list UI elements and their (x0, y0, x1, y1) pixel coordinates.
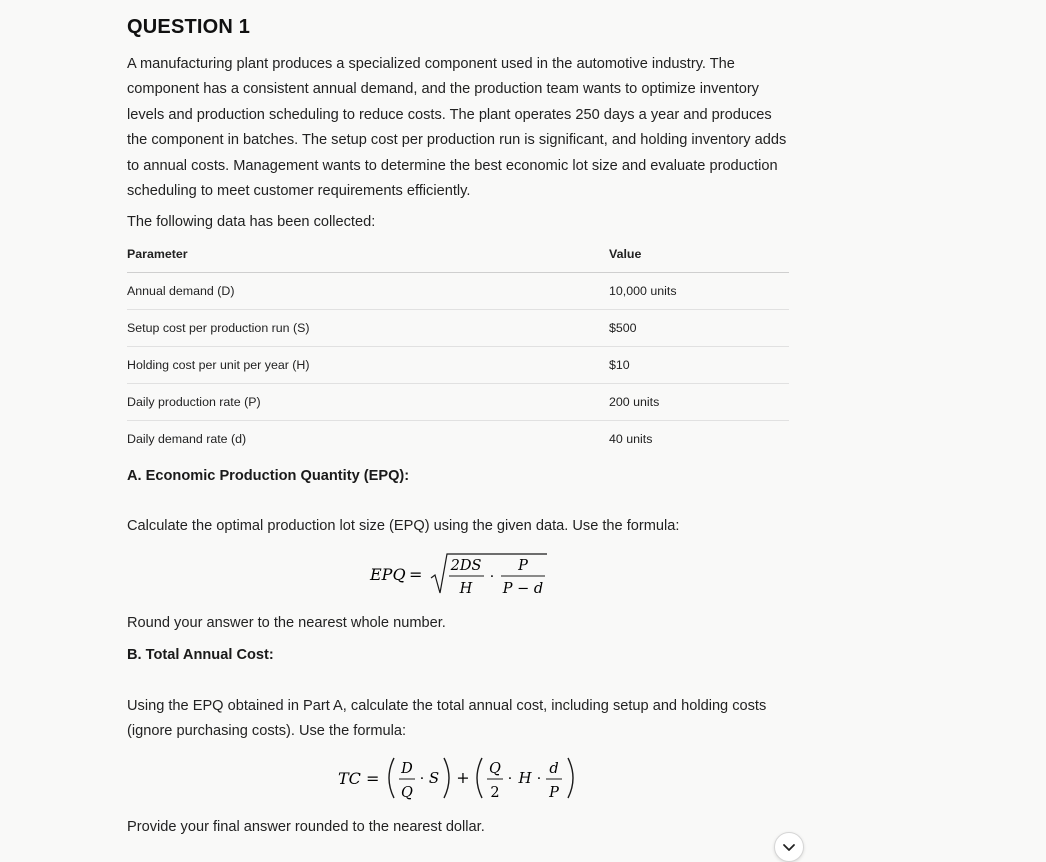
epq-frac2-num: P (518, 558, 528, 574)
tc-equals: = (366, 769, 380, 788)
value-cell: $500 (609, 310, 789, 347)
value-cell: $10 (609, 347, 789, 384)
tc-f2-den: 2 (490, 785, 500, 801)
tc-f2-num: Q (489, 761, 501, 777)
question-paragraph: A manufacturing plant produces a specialized component used in the automotive industry. The component has a consistent annual demand, and the production team wants to optimize inventory levels and production scheduling to reduce costs. The plant operates 250 days a year and produces the component in batches. The setup cost per production run is significant, and holding inventory adds to annual costs. Management wants to determine the best economic lot size and evaluate production scheduling to meet customer requirements efficiently. (127, 56, 787, 200)
epq-lhs: EPQ (370, 565, 406, 584)
tc-formula (332, 752, 592, 806)
param-cell: Annual demand (D) (127, 273, 609, 310)
part-b-final: Provide your final answer rounded to the nearest dollar. (127, 819, 485, 835)
value-cell: 10,000 units (609, 273, 789, 310)
table-row (127, 421, 789, 458)
param-cell: Holding cost per unit per year (H) (127, 347, 609, 384)
epq-frac1-num: 2DS (450, 558, 482, 574)
part-a-instruction: Calculate the optimal production lot size (EPQ) using the given data. Use the formula: (127, 518, 680, 534)
table-row (127, 310, 789, 347)
tc-f1-num: D (401, 761, 413, 777)
tc-s: S (428, 769, 440, 787)
tc-f3-den: P (549, 785, 559, 801)
table-row (127, 273, 789, 310)
header-value: Value (609, 236, 789, 273)
chevron-down-icon (782, 843, 796, 853)
data-intro: The following data has been collected: (127, 214, 376, 230)
tc-h: H (518, 769, 532, 787)
question-title: QUESTION 1 (127, 16, 251, 38)
epq-dot: · (489, 569, 495, 585)
part-a-title: A. Economic Production Quantity (EPQ): (127, 468, 410, 484)
table-row (127, 384, 789, 421)
part-a-rounding: Round your answer to the nearest whole number. (127, 615, 446, 631)
table-header-row (127, 236, 789, 273)
value-cell: 200 units (609, 384, 789, 421)
tc-lhs: TC (338, 769, 361, 788)
tc-dot-1: · (419, 771, 425, 787)
part-b-title: B. Total Annual Cost: (127, 647, 274, 663)
tc-f1-den: Q (401, 785, 413, 801)
paren-close-2 (568, 758, 573, 798)
scroll-down-button[interactable] (774, 832, 804, 862)
epq-frac1-den: H (459, 581, 473, 597)
param-cell: Daily demand rate (d) (127, 432, 247, 446)
paren-open-1 (389, 758, 394, 798)
tc-plus: + (456, 768, 470, 787)
param-cell: Setup cost per production run (S) (127, 310, 609, 347)
paren-close-1 (444, 758, 449, 798)
header-parameter: Parameter (127, 236, 609, 273)
tc-dot-2: · (507, 771, 513, 787)
parameter-table (127, 236, 789, 457)
table-row (127, 347, 789, 384)
value-cell: 40 units (609, 432, 653, 446)
tc-dot-3: · (536, 771, 542, 787)
part-b-instruction: Using the EPQ obtained in Part A, calculate the total annual cost, including setup and holding costs (ignore purchasing costs). Use the formula: (127, 698, 767, 740)
epq-frac2-den: P − d (502, 581, 544, 597)
tc-f3-num: d (549, 761, 559, 777)
epq-formula (365, 548, 555, 600)
paren-open-2 (477, 758, 482, 798)
param-cell: Daily production rate (P) (127, 384, 609, 421)
epq-equals: = (409, 565, 423, 584)
